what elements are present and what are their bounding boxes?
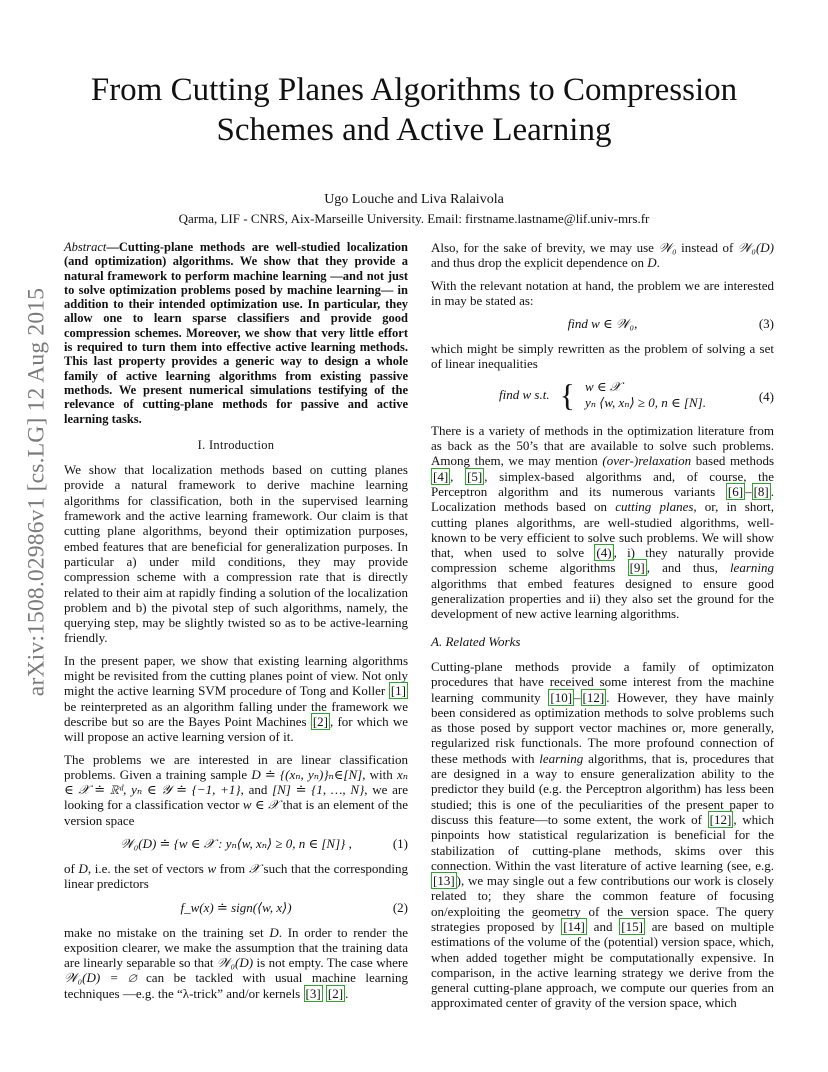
math-inline: D ≐ {(xₙ, yₙ)}ₙ∈[N] <box>251 766 363 782</box>
math-inline: [N] ≐ {1, …, N} <box>272 782 365 798</box>
intro-paragraph-2: In the present paper, we show that existing learning algorithms might be revisited from the cutting planes point of view. Not only might the active learning SVM procedure of Tong and Koller [1] be reinterpreted as an algorithm falling under the framework we describe but so are the Bayes Point Machines [2] , for which we will propose an active learning version of it. <box>64 652 408 745</box>
right-paragraph-5: Cutting-plane methods provide a family of optimizaton procedures that have received some interest from the machine learning community [10] – [12] . However, they have mainly been considered as optimization methods to solve problems such as those posed by support vector machines or, more generally, regularized risk functionals. The more profound connection of these methods with learning algorithms, that is, procedures that are designed in a way to ensure generalization ability to the predictor they build (e.g. the Perceptron algorithm) has less been studied; this is one of the peculiarities of the present paper to discuss this feature—to some extent, the work of [12] , which pinpoints how statistical regularization is beneficial for the stabilization of cutting-plane methods, skims over this connection. Within the vast literature of active learning (see, e.g. [13] ), we may single out a few contributions our work is closely related to; they share the common feature of focusing on/exploiting the geometry of the version space. The query strategies proposed by [14] and [15] are based on multiple estimations of the volume of the (potential) version space, which, when added together might be computationally expensive. In comparison, in the active learning strategy we derive from the general cutting-plane approach, we compute our queries from an approximated center of gravity of the version space, which <box>431 658 774 1011</box>
paper-title: From Cutting Planes Algorithms to Compression Schemes and Active Learning <box>90 72 738 148</box>
equation-3-body: find w ∈ 𝒲₀, <box>567 316 638 332</box>
citation-link[interactable]: [9] <box>629 560 645 576</box>
citation-link[interactable]: [1] <box>390 683 406 699</box>
right-paragraph-2: With the relevant notation at hand, the problem we are interested in may be stated as: <box>431 277 774 308</box>
math-inline: xₙ ∈ 𝒳 ≐ ℝᵈ, yₙ ∈ 𝒴 ≐ {−1, +1} <box>64 766 408 798</box>
subsection-heading-related-works: A. Related Works <box>431 633 521 649</box>
equation-1-body: 𝒲₀(D) ≐ {w ∈ 𝒳 : yₙ⟨w, xₙ⟩ ≥ 0, n ∈ [N]} , <box>120 835 352 851</box>
equation-4-line-1: w ∈ 𝒳 <box>584 378 621 394</box>
citation-link[interactable]: [3] <box>305 985 321 1001</box>
left-column <box>64 240 408 1008</box>
abstract <box>64 240 408 426</box>
right-column <box>431 240 774 1018</box>
citation-link[interactable]: [10] <box>550 689 573 705</box>
citation-link[interactable]: [15] <box>621 918 643 934</box>
citation-link[interactable]: [4] <box>433 468 449 484</box>
intro-paragraph-3: The problems we are interested in are linear classification problems. Given a training sample D ≐ {(xₙ, yₙ)}ₙ∈[N], with xₙ ∈ 𝒳 ≐ ℝᵈ, yₙ ∈ 𝒴 ≐ {−1, +1}, and [N] ≐ {1, …, N}, we are looking for a classification vector w ∈ 𝒳 that is an element of the version space <box>64 751 408 828</box>
intro-paragraph-4: of D, i.e. the set of vectors w from 𝒳 such that the corresponding linear predictors <box>64 860 408 892</box>
citation-link[interactable]: [2] <box>327 985 344 1001</box>
paper-affiliation: Qarma, LIF - CNRS, Aix-Marseille University. Email: firstname.lastname@lif.univ-mrs.fr <box>178 211 650 226</box>
equation-4 <box>431 376 774 415</box>
equation-1 <box>64 835 408 853</box>
section-heading-introduction: I. Introduction <box>197 437 275 452</box>
citation-link[interactable]: [12] <box>582 689 605 705</box>
right-paragraph-3: which might be simply rewritten as the problem of solving a set of linear inequalities <box>431 341 774 372</box>
brace-glyph: { <box>559 376 575 413</box>
citation-link[interactable]: [5] <box>467 468 483 484</box>
equation-reference-link[interactable]: (4) <box>596 545 612 561</box>
equation-2-body: f_w(x) ≐ sign(⟨w, x⟩) <box>180 899 292 915</box>
equation-4-prefix: find w s.t. <box>499 386 550 402</box>
math-inline: w ∈ 𝒳 <box>242 797 280 813</box>
intro-paragraph-5: make no mistake on the training set D. In order to render the exposition clearer, we make the assumption that the training data are linearly separable so that 𝒲₀(D) is not empty. The case where 𝒲₀(D) = ∅ can be tackled with usual machine learning techniques —e.g. the “λ-trick” and/or kernels [3] [2] . <box>64 924 409 1001</box>
equation-1-number: (1) <box>392 835 408 851</box>
arxiv-identifier: arXiv:1508.02986v1 [cs.LG] 12 Aug 2015 <box>23 287 50 697</box>
equation-4-body <box>499 376 706 413</box>
arxiv-identifier-stamp <box>22 282 52 702</box>
equation-3-number: (3) <box>758 316 774 332</box>
citation-link[interactable]: [6] <box>727 483 744 499</box>
equation-2 <box>64 899 408 917</box>
citation-link[interactable]: [13] <box>433 873 455 889</box>
intro-paragraph-1: We show that localization methods based on cutting planes provide a natural framework to derive machine learning algorithms for classification, both in the supervised learning framework and the active learning framework. Our claim is that cutting plane algorithms, beyond their optimization purposes, embed features that are beneficial for generalization purposes. In particular a) under mild conditions, they may provide compression scheme with a compression rate that is directly related to their aim at rapidly finding a solution of the localization problem and b) the pivotal step of such algorithms, namely, the querying step, may be slightly twisted so as to be active-learning friendly. <box>64 462 408 646</box>
right-paragraph-1: Also, for the sake of brevity, we may use 𝒲₀ instead of 𝒲₀(D) and thus drop the explicit dependence on D. <box>431 240 775 271</box>
equation-4-number: (4) <box>758 388 774 404</box>
right-paragraph-4: There is a variety of methods in the optimization literature from as back as the 50’s that are available to solve such problems. Among them, we may mention (over-)relaxation based methods [4] , [5] , simplex-based algorithms and, of course, the Perceptron algorithm and its numerous variants [6] – [8] . Localization methods based on cutting planes, or, in short, cutting planes algorithms, are well-studied algorithms, well-known to be very efficient to solve such problems. We will show that, when used to solve (4) , i) they naturally provide compression scheme algorithms [9] , and thus, learning algorithms that embed features designed to ensure good generalization properties and ii) they also set the ground for the development of new active learning algorithms. <box>431 422 775 622</box>
citation-link[interactable]: [2] <box>312 713 328 729</box>
citation-link[interactable]: [8] <box>753 483 769 499</box>
abstract-label: Abstract <box>64 240 107 254</box>
abstract-text: —Cutting-plane methods are well-studied localization (and optimization) algorithms. We show that they provide a natural framework to perform machine learning —and not just to solve optimization problems posed by machine learning— in addition to their intended optimization use. In particular, they allow one to learn sparse classifiers and provide good compression schemes. Moreover, we show that very little effort is required to turn them into effective active learning methods. This last property provides a generic way to design a whole family of active learning algorithms from existing passive methods. We present numerical simulations testifying of the relevance of cutting-plane methods for passive and active learning tasks. <box>64 240 408 426</box>
equation-4-line-2: yₙ ⟨w, xₙ⟩ ≥ 0, n ∈ [N]. <box>584 394 706 410</box>
equation-2-number: (2) <box>392 899 408 915</box>
equation-3 <box>431 315 774 333</box>
citation-link[interactable]: [14] <box>563 918 585 934</box>
paper-authors: Ugo Louche and Liva Ralaivola <box>324 192 504 207</box>
citation-link[interactable]: [12] <box>709 811 732 827</box>
